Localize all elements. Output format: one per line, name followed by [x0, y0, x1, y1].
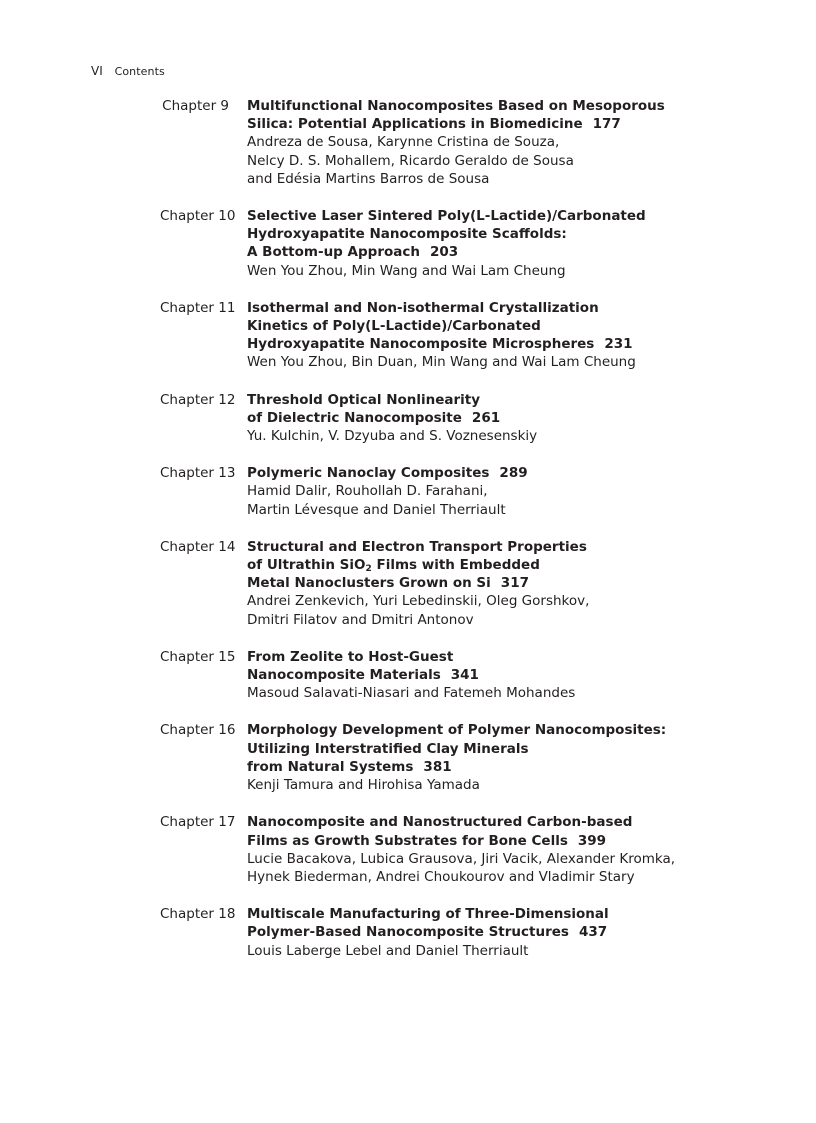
page-number: 381	[423, 758, 452, 775]
running-head	[91, 64, 165, 78]
chapter-title-line	[247, 721, 760, 739]
toc-entry	[160, 538, 760, 629]
author-line: Hamid Dalir, Rouhollah D. Farahani,	[247, 483, 488, 500]
title-text: Polymeric Nanoclay Composites	[247, 465, 490, 482]
chapter-title-line	[247, 813, 760, 831]
title-text: Multifunctional Nanocomposites Based on Mesoporous	[247, 98, 665, 114]
page-folio: VI	[91, 64, 103, 78]
chapter-authors	[247, 427, 760, 445]
chapter-title-line	[247, 299, 760, 317]
title-text: Nanocomposite Materials	[247, 667, 441, 684]
author-line: Yu. Kulchin, V. Dzyuba and S. Voznesenskiy	[247, 428, 538, 445]
chapter-title-line	[247, 115, 760, 133]
chapter-number: Chapter 16	[160, 722, 236, 739]
author-line: and Edésia Martins Barros de Sousa	[247, 170, 490, 187]
chapter-number: Chapter 14	[160, 538, 236, 555]
chapter-title-line	[247, 391, 760, 409]
title-text: from Natural Systems	[247, 758, 414, 775]
chapter-title-line	[247, 556, 760, 574]
title-text: Threshold Optical Nonlinearity	[247, 391, 481, 408]
author-line: Wen You Zhou, Min Wang and Wai Lam Cheung	[247, 262, 566, 279]
toc-entry	[160, 648, 760, 703]
page-number: 203	[429, 244, 459, 261]
title-text: Kinetics of Poly(L-Lactide)/Carbonated	[247, 318, 541, 335]
chapter-authors	[247, 776, 760, 794]
chapter-title-line	[247, 740, 760, 758]
chapter-title	[247, 905, 760, 941]
title-text: From Zeolite to Host-Guest	[247, 648, 454, 665]
page-number: 437	[578, 924, 608, 941]
chapter-authors	[247, 353, 760, 371]
title-text: Multiscale Manufacturing of Three-Dimensional	[247, 906, 609, 923]
page-number: 341	[450, 667, 479, 684]
title-text: Hydroxyapatite Nanocomposite Microspheres	[247, 336, 595, 353]
entry-body	[247, 464, 760, 519]
author-line: Hynek Biederman, Andrei Choukourov and Vladimir Stary	[247, 868, 635, 885]
chapter-authors	[247, 850, 760, 886]
chapter-number: Chapter 12	[160, 391, 236, 408]
chapter-title-line	[247, 225, 760, 243]
author-line: Martin Lévesque and Daniel Therriault	[247, 501, 506, 518]
author-line: Louis Laberge Lebel and Daniel Therriault	[247, 942, 529, 959]
subscript: 2	[365, 564, 372, 575]
chapter-authors	[247, 592, 760, 628]
chapter-title	[247, 391, 760, 427]
author-line: Andrei Zenkevich, Yuri Lebedinskii, Oleg Gorshkov,	[247, 593, 590, 610]
chapter-title-line	[247, 538, 760, 556]
title-text: A Bottom-up Approach	[247, 244, 420, 261]
toc-entry	[160, 391, 760, 446]
entry-body	[247, 721, 760, 794]
title-text: Nanocomposite and Nanostructured Carbon-based	[247, 814, 633, 831]
chapter-title-line	[247, 648, 760, 666]
chapter-authors	[247, 942, 760, 960]
toc-entry	[160, 813, 760, 886]
page-number: 231	[604, 336, 633, 353]
entry-body	[247, 648, 760, 703]
page-number: 399	[577, 832, 607, 849]
table-of-contents	[160, 97, 760, 979]
section-title: Contents	[114, 65, 165, 78]
chapter-title-line	[247, 666, 760, 684]
chapter-number: Chapter 15	[160, 648, 236, 665]
toc-entry	[160, 721, 760, 794]
chapter-title-line	[247, 97, 760, 115]
page-number: 261	[471, 409, 501, 426]
chapter-title	[247, 464, 760, 482]
toc-entry	[160, 97, 760, 188]
author-line: Masoud Salavati-Niasari and Fatemeh Mohandes	[247, 685, 576, 702]
chapter-title	[247, 299, 760, 354]
page-number: 317	[500, 575, 529, 592]
title-text: of Ultrathin SiO	[247, 557, 366, 574]
author-line: Dmitri Filatov and Dmitri Antonov	[247, 611, 474, 628]
title-text: Isothermal and Non-isothermal Crystallization	[247, 299, 599, 316]
author-line: Kenji Tamura and Hirohisa Yamada	[247, 777, 480, 794]
toc-entry	[160, 207, 760, 280]
chapter-title	[247, 538, 760, 593]
author-line: Wen You Zhou, Bin Duan, Min Wang and Wai Lam Cheung	[247, 354, 636, 371]
chapter-title	[247, 97, 760, 133]
entry-body	[247, 207, 760, 280]
title-text: Structural and Electron Transport Properties	[247, 538, 587, 555]
chapter-number: Chapter 17	[160, 814, 236, 831]
chapter-authors	[247, 684, 760, 702]
title-text: Hydroxyapatite Nanocomposite Scaffolds:	[247, 226, 567, 243]
page-number: 289	[499, 465, 528, 482]
chapter-number: Chapter 9	[162, 98, 229, 114]
author-line: Lucie Bacakova, Lubica Grausova, Jiri Vacik, Alexander Kromka,	[247, 850, 676, 867]
title-text: of Dielectric Nanocomposite	[247, 409, 462, 426]
chapter-title	[247, 721, 760, 776]
toc-entry	[160, 464, 760, 519]
chapter-title-line	[247, 207, 760, 225]
chapter-title-line	[247, 574, 760, 592]
title-text: Selective Laser Sintered Poly(L-Lactide)/Carbonated	[247, 208, 646, 225]
toc-entry	[160, 299, 760, 372]
chapter-title-line	[247, 832, 760, 850]
chapter-title-line	[247, 243, 760, 261]
chapter-title	[247, 648, 760, 684]
title-text: Films as Growth Substrates for Bone Cells	[247, 832, 568, 849]
chapter-title	[247, 813, 760, 849]
chapter-title-line	[247, 923, 760, 941]
title-text: Metal Nanoclusters Grown on Si	[247, 575, 491, 592]
author-line: Nelcy D. S. Mohallem, Ricardo Geraldo de Sousa	[247, 152, 574, 169]
chapter-number: Chapter 11	[160, 299, 236, 316]
chapter-title-line	[247, 335, 760, 353]
entry-body	[247, 813, 760, 886]
chapter-title	[247, 207, 760, 262]
chapter-number: Chapter 10	[160, 208, 236, 225]
entry-body	[247, 538, 760, 629]
entry-body	[247, 299, 760, 372]
chapter-title-line	[247, 409, 760, 427]
title-text: Morphology Development of Polymer Nanocomposites:	[247, 722, 667, 739]
chapter-title-line	[247, 905, 760, 923]
title-text: Silica: Potential Applications in Biomedicine	[247, 116, 583, 133]
entry-body	[247, 391, 760, 446]
title-text: Utilizing Interstratified Clay Minerals	[247, 740, 529, 757]
entry-body	[247, 97, 760, 188]
chapter-title-line	[247, 758, 760, 776]
chapter-authors	[247, 262, 760, 280]
chapter-title-line	[247, 317, 760, 335]
chapter-number: Chapter 13	[160, 465, 236, 482]
chapter-authors	[247, 482, 760, 518]
page-number: 177	[592, 116, 621, 133]
chapter-title-line	[247, 464, 760, 482]
author-line: Andreza de Sousa, Karynne Cristina de Souza,	[247, 134, 560, 151]
chapter-number: Chapter 18	[160, 906, 236, 923]
chapter-authors	[247, 133, 760, 188]
entry-body	[247, 905, 760, 960]
title-text: Polymer-Based Nanocomposite Structures	[247, 924, 569, 941]
toc-entry	[160, 905, 760, 960]
title-text: Films with Embedded	[371, 557, 540, 574]
